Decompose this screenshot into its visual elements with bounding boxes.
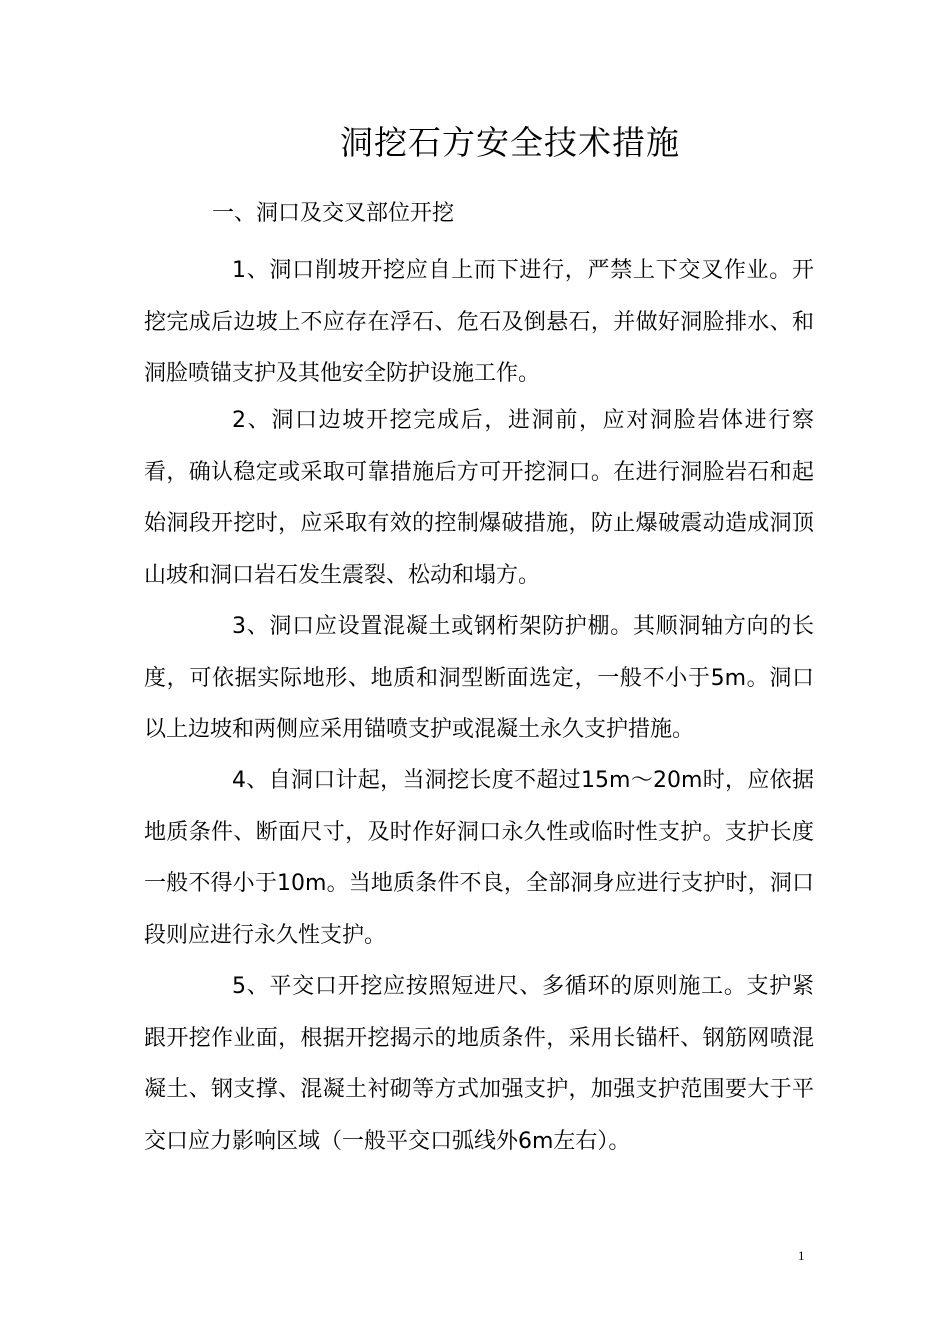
section-heading: 一、洞口及交叉部位开挖 (212, 201, 455, 226)
page-number: 1 (798, 1248, 805, 1263)
paragraph-1: 1、洞口削坡开挖应自上而下进行，严禁上下交叉作业。开挖完成后边坡上不应存在浮石、危石及倒悬石，并做好洞脸排水、和洞脸喷锚支护及其他安全防护设施工作。 (144, 258, 814, 386)
paragraph-4: 4、自洞口计起，当洞挖长度不超过15m～20m时，应依据地质条件、断面尺寸，及时作好洞口永久性或临时性支护。支护长度一般不得小于10m。当地质条件不良，全部洞身应进行支护时，洞口段则应进行永久性支护。 (144, 768, 814, 948)
document-title: 洞挖石方安全技术措施 (340, 123, 680, 162)
paragraph-3: 3、洞口应设置混凝土或钢桁架防护棚。其顺洞轴方向的长度，可依据实际地形、地质和洞型断面选定，一般不小于5m。洞口以上边坡和两侧应采用锚喷支护或混凝土永久支护措施。 (144, 614, 814, 742)
paragraph-5: 5、平交口开挖应按照短进尺、多循环的原则施工。支护紧跟开挖作业面，根据开挖揭示的地质条件，采用长锚杆、钢筋网喷混凝土、钢支撑、混凝土衬砌等方式加强支护，加强支护范围要大于平交口应力影响区域（一般平交口弧线外6m左右）。 (144, 974, 814, 1154)
paragraph-2: 2、洞口边坡开挖完成后，进洞前，应对洞脸岩体进行察看，确认稳定或采取可靠措施后方可开挖洞口。在进行洞脸岩石和起始洞段开挖时，应采取有效的控制爆破措施，防止爆破震动造成洞顶山坡和洞口岩石发生震裂、松动和塌方。 (144, 408, 814, 588)
